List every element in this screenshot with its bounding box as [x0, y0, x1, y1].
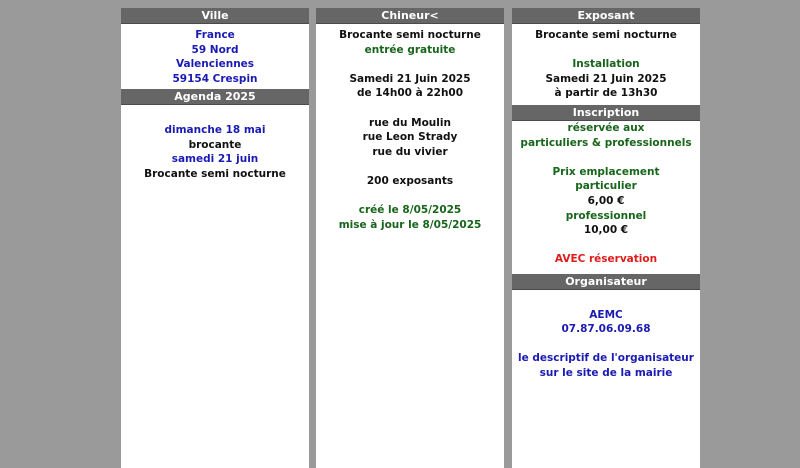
exposant-install-label: Installation	[572, 58, 640, 71]
ville-header: Ville	[121, 8, 309, 24]
inscription-price-label: Prix emplacement	[552, 165, 660, 178]
agenda-event-date[interactable]: dimanche 18 mai	[164, 123, 266, 136]
organisateur-link-line1[interactable]: le descriptif de l'organisateur	[518, 352, 694, 365]
inscription-professionnel-label: professionnel	[565, 209, 647, 222]
organisateur-phone: 07.87.06.09.68	[561, 323, 651, 336]
ville-postal-city: 59154 Crespin	[172, 72, 258, 85]
inscription-reserved-line1: réservée aux	[567, 121, 645, 134]
exposant-install-time: à partir de 13h30	[554, 87, 658, 100]
inscription-particulier-price: 6,00 €	[587, 194, 625, 207]
inscription-reservation: AVEC réservation	[554, 253, 658, 266]
inscription-particulier-label: particulier	[575, 180, 637, 193]
ville-country: France	[195, 29, 235, 41]
organisateur-name: AEMC	[589, 308, 623, 321]
chineur-date: Samedi 21 Juin 2025	[349, 72, 471, 85]
inscription-professionnel-price: 10,00 €	[583, 224, 629, 237]
chineur-updated: mise à jour le 8/05/2025	[338, 218, 482, 231]
organisateur-header: Organisateur	[512, 274, 700, 290]
ville-column	[121, 8, 309, 468]
chineur-street: rue Leon Strady	[362, 131, 458, 144]
chineur-entry: entrée gratuite	[364, 43, 456, 56]
agenda-event-date[interactable]: samedi 21 juin	[171, 153, 259, 166]
agenda-event-name: Brocante semi nocturne	[144, 167, 286, 180]
chineur-street: rue du Moulin	[369, 116, 451, 129]
agenda-header: Agenda 2025	[121, 89, 309, 105]
chineur-street: rue du vivier	[372, 145, 448, 158]
chineur-hours: de 14h00 à 22h00	[356, 87, 464, 100]
inscription-header: Inscription	[512, 105, 700, 121]
chineur-header: Chineur<	[316, 8, 504, 24]
chineur-created: créé le 8/05/2025	[358, 204, 462, 217]
exposant-install-date: Samedi 21 Juin 2025	[545, 72, 667, 85]
chineur-title: Brocante semi nocturne	[339, 29, 481, 41]
exposant-header: Exposant	[512, 8, 700, 24]
agenda-event-name: brocante	[188, 138, 242, 151]
exposant-column	[512, 8, 700, 468]
organisateur-link-line2[interactable]: sur le site de la mairie	[539, 366, 673, 379]
chineur-column	[316, 8, 504, 468]
ville-department: 59 Nord	[191, 43, 239, 56]
exposant-title: Brocante semi nocturne	[535, 29, 677, 41]
inscription-reserved-line2: particuliers & professionnels	[520, 136, 692, 149]
chineur-exhibitors: 200 exposants	[366, 174, 454, 187]
ville-city: Valenciennes	[175, 58, 255, 71]
